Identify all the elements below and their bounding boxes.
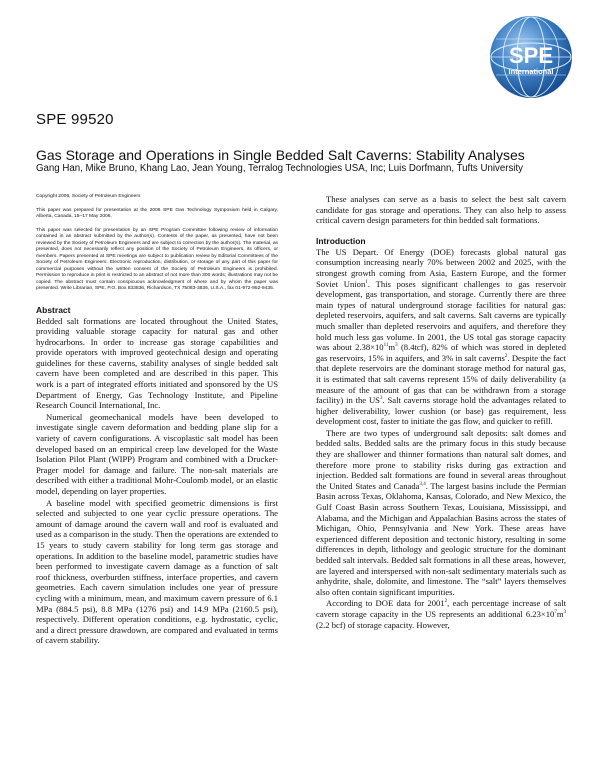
paper-title: Gas Storage and Operations in Single Bedded Salt Caverns: Stability Analyses (36, 147, 525, 163)
introduction-paragraph: According to DOE data for 2001$^2$, each percentage increase of salt cavern storage capacity in the US represents an additional $6.23\times 10^7m^3$ (2.2 bcf) of storage capacity. However, (316, 598, 566, 630)
introduction-paragraph: There are two types of underground salt deposits: salt domes and bedded salts. Bedded salts are the primary focus in this study because they are shallower and thinner formations than natural salt domes, and therefore more prone to stability risks during gas extraction and injection. Bedded salt formations are found in several areas throughout the United States and Canada$^{3,4}$. The largest basins include the Permian Basin across Texas, Oklahoma, Kansas, Colorado, and New Mexico, the Gulf Coast Basin across Southern Texas, Louisiana, Mississippi, and Alabama, and the Michigan and Appalachian Basins across the states of Michigan, Ohio, Pennsylvania and New York. These areas have experienced different deposition and tectonic history, resulting in some differences in depth, lithology and geologic structure for the dominant bedded salt intervals. Bedded salt formations in all these areas, however, are layered and interspersed with non-salt sedimentary materials such as anhydrite, shale, dolomite, and limestone. The “salt” layers themselves also often contain significant impurities. (316, 427, 566, 597)
presentation-notice: This paper was prepared for presentation at the 2006 SPE Gas Technology Symposium held in Calgary, Alberta, Canada, 15–17 May 2006. (36, 207, 278, 219)
selection-notice: This paper was selected for presentation by an SPE Program Committee following review of information contained in an abstract submitted by the author(s). Contents of the paper, as presented, have not been reviewed by the Society of Petroleum Engineers and are subject to correction by the author(s). The material, as presented, does not necessarily reflect any position of the Society of Petroleum Engineers, its officers, or members. Papers presented at SPE meetings are subject to publication review by Editorial Committees of the Society of Petroleum Engineers. Electronic reproduction, distribution, or storage of any part of this paper for commercial purposes without the written consent of the Society of Petroleum Engineers is prohibited. Permission to reproduce in print is restricted to an abstract of not more than 300 words; illustrations may not be copied. The abstract must contain conspicuous acknowledgment of where and by whom the paper was presented. Write Librarian, SPE, P.O. Box 833836, Richardson, TX 75083-3836, U.S.A., fax 01-972-952-9435. (36, 227, 278, 291)
abstract-paragraph: A baseline model with specified geometric dimensions is first selected and subjected to one year cyclic pressure operations. The amount of damage around the cavern wall and roof is evaluated and used as a comparison in the study. Then the operations are extended to 15 years to study cavern stability for long term gas storage and operations. In addition to the baseline model, parametric studies have been performed to investigate cavern damage as a function of salt roof thickness, overburden stiffness, interface properties, and cavern geometries. Each cavern simulation includes one year of pressure cycling with a minimum, mean, and maximum cavern pressure of 6.1 MPa (884.5 psi), 8.8 MPa (1276 psi) and 14.9 MPa (2160.5 psi), respectively. Different operation conditions, e.g. hydrostatic, cyclic, and a direct pressure drawdown, are compared and evaluated in terms of cavern stability. (36, 497, 278, 646)
introduction-heading: Introduction (316, 235, 366, 246)
abstract-heading: Abstract (36, 304, 71, 315)
right-column (316, 194, 566, 631)
abstract-paragraph: Numerical geomechanical models have been developed to investigate single cavern deformation and bedding plane slip for a variety of cavern configurations. A viscoplastic salt model has been developed based on an empirical creep law developed for the Waste Isolation Pilot Plant (WIPP) Program and combined with a Drucker-Prager model for damage and failure. The non-salt materials are described with either a traditional Mohr-Coulomb model, or an elastic model, depending on layer properties. (36, 411, 278, 496)
logo-brand-text: SPE (508, 43, 554, 68)
abstract-paragraph: Bedded salt formations are located throughout the United States, providing valuable storage capacity for natural gas and other hydrocarbons. In order to increase gas storage capabilities and provide operators with improved geotechnical design and operating guidelines for these caverns, stability analyses of single bedded salt cavern have been completed and are described in this paper. This work is a part of integrated efforts initiated and sponsored by the US Department of Energy, Gas Technology Institute, and Pipeline Research Council International, Inc. (36, 315, 278, 411)
left-column (36, 194, 278, 647)
copyright-notice: Copyright 2006, Society of Petroleum Engineers (36, 194, 141, 199)
paper-authors: Gang Han, Mike Bruno, Khang Lao, Jean Young, Terralog Technologies USA, Inc; Luis Dorfmann, Tufts University (36, 163, 523, 174)
paper-number: SPE 99520 (36, 111, 114, 128)
logo-subtitle-text: International (508, 67, 554, 76)
spe-international-logo (488, 14, 574, 100)
intro-continuation-paragraph: These analyses can serve as a basis to select the best salt cavern candidate for gas storage and operations. They can also help to assess critical cavern design parameters for thin bedded salt formations. (316, 194, 566, 226)
introduction-paragraph: The US Depart. Of Energy (DOE) forecasts global natural gas consumption increasing nearly 70% between 2002 and 2025, with the strongest growth coming from Asia, Eastern Europe, and the former Soviet Union$^1$. This poses significant challenges to gas reservoir development, gas transportation, and storage. Currently there are three main types of natural underground storage facilities for natural gas: depleted reservoirs, aquifers, and salt caverns. Salt caverns are typically much smaller than depleted reservoirs and aquifers, and therefore they hold much less gas volume. In 2001, the US total gas storage capacity was about $2.38\times 10^{11}m^3$ (8.4tcf), 82% of which was stored in depleted gas reservoirs, 15% in aquifers, and 3% in salt caverns$^2$. Despite the fact that deplete reservoirs are the dominant storage method for natural gas, it is estimated that salt caverns represent 15% of daily deliverability (a measure of the amount of gas that can be withdrawn from a storage facility) in the $US^3$. Salt caverns storage hold the advantages related to higher deliverability, lower cushion (or base) gas requirement, less development cost, faster to initiate the gas flow, and quicker to refill. (316, 246, 566, 427)
